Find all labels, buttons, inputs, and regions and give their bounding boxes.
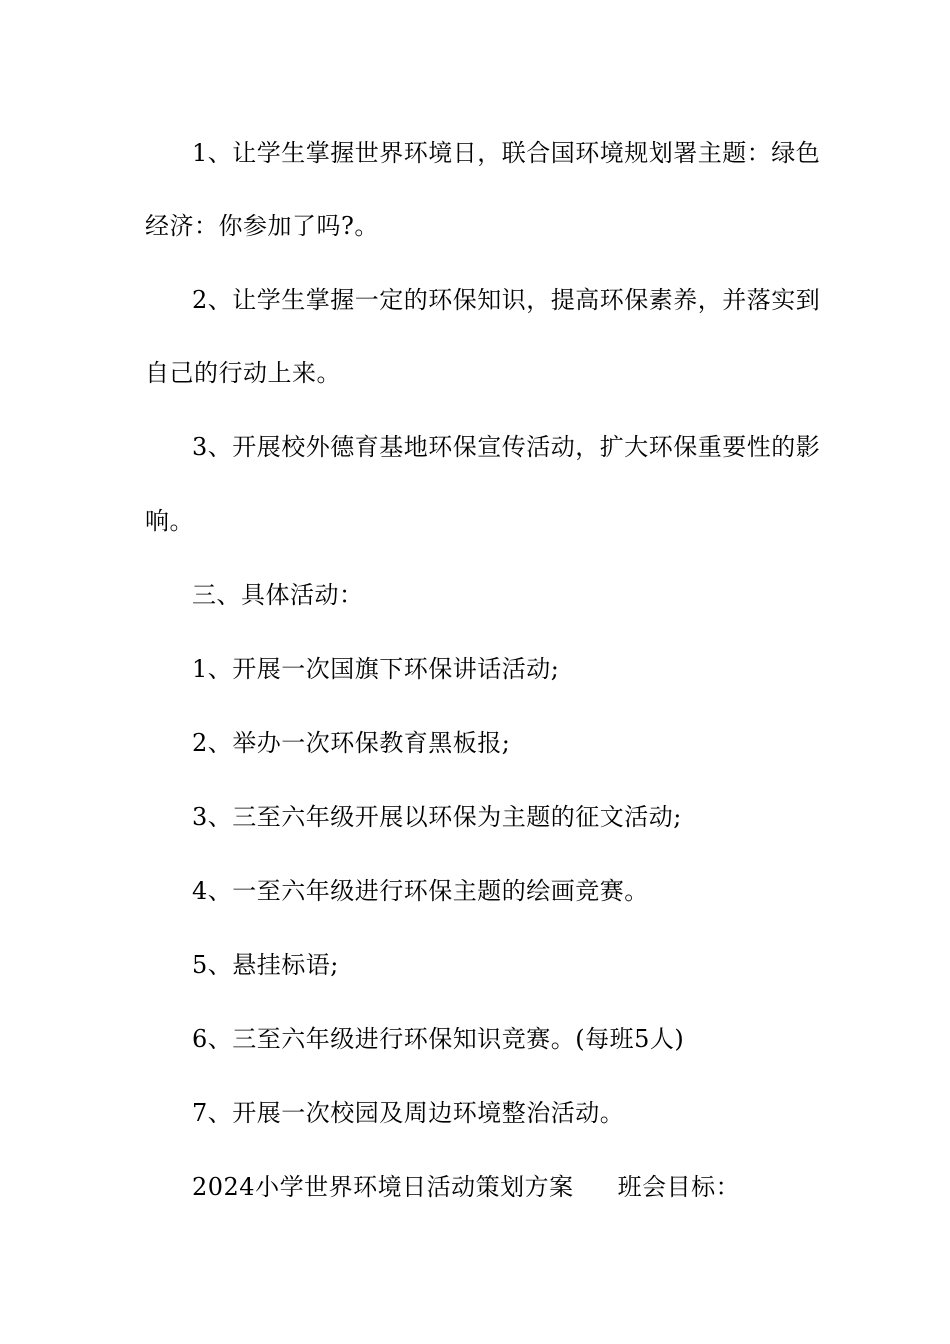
paragraph-3-line-1: 3、开展校外德育基地环保宣传活动，扩大环保重要性的影 — [192, 433, 821, 461]
activity-item-5: 5、悬挂标语; — [192, 951, 339, 979]
section-heading: 三、具体活动： — [192, 581, 364, 609]
activity-item-6: 6、三至六年级进行环保知识竞赛。(每班5人) — [192, 1025, 685, 1053]
activity-item-7: 7、开展一次校园及周边环境整治活动。 — [192, 1099, 625, 1127]
activity-item-4: 4、一至六年级进行环保主题的绘画竞赛。 — [192, 877, 649, 905]
plan-title-line — [192, 1172, 812, 1202]
paragraph-2-line-1: 2、让学生掌握一定的环保知识，提高环保素养，并落实到 — [192, 286, 821, 314]
paragraph-2-line-2: 自己的行动上来。 — [145, 359, 341, 387]
paragraph-1-line-1: 1、让学生掌握世界环境日，联合国环境规划署主题：绿色 — [192, 139, 821, 167]
activity-item-1: 1、开展一次国旗下环保讲话活动; — [192, 655, 560, 683]
plan-subtitle: 班会目标： — [617, 1173, 741, 1201]
paragraph-1-line-2: 经济：你参加了吗?。 — [145, 212, 379, 240]
activity-item-2: 2、举办一次环保教育黑板报; — [192, 729, 511, 757]
paragraph-3-line-2: 响。 — [145, 507, 194, 535]
plan-title: 2024小学世界环境日活动策划方案 — [192, 1173, 574, 1201]
activity-item-3: 3、三至六年级开展以环保为主题的征文活动; — [192, 803, 682, 831]
